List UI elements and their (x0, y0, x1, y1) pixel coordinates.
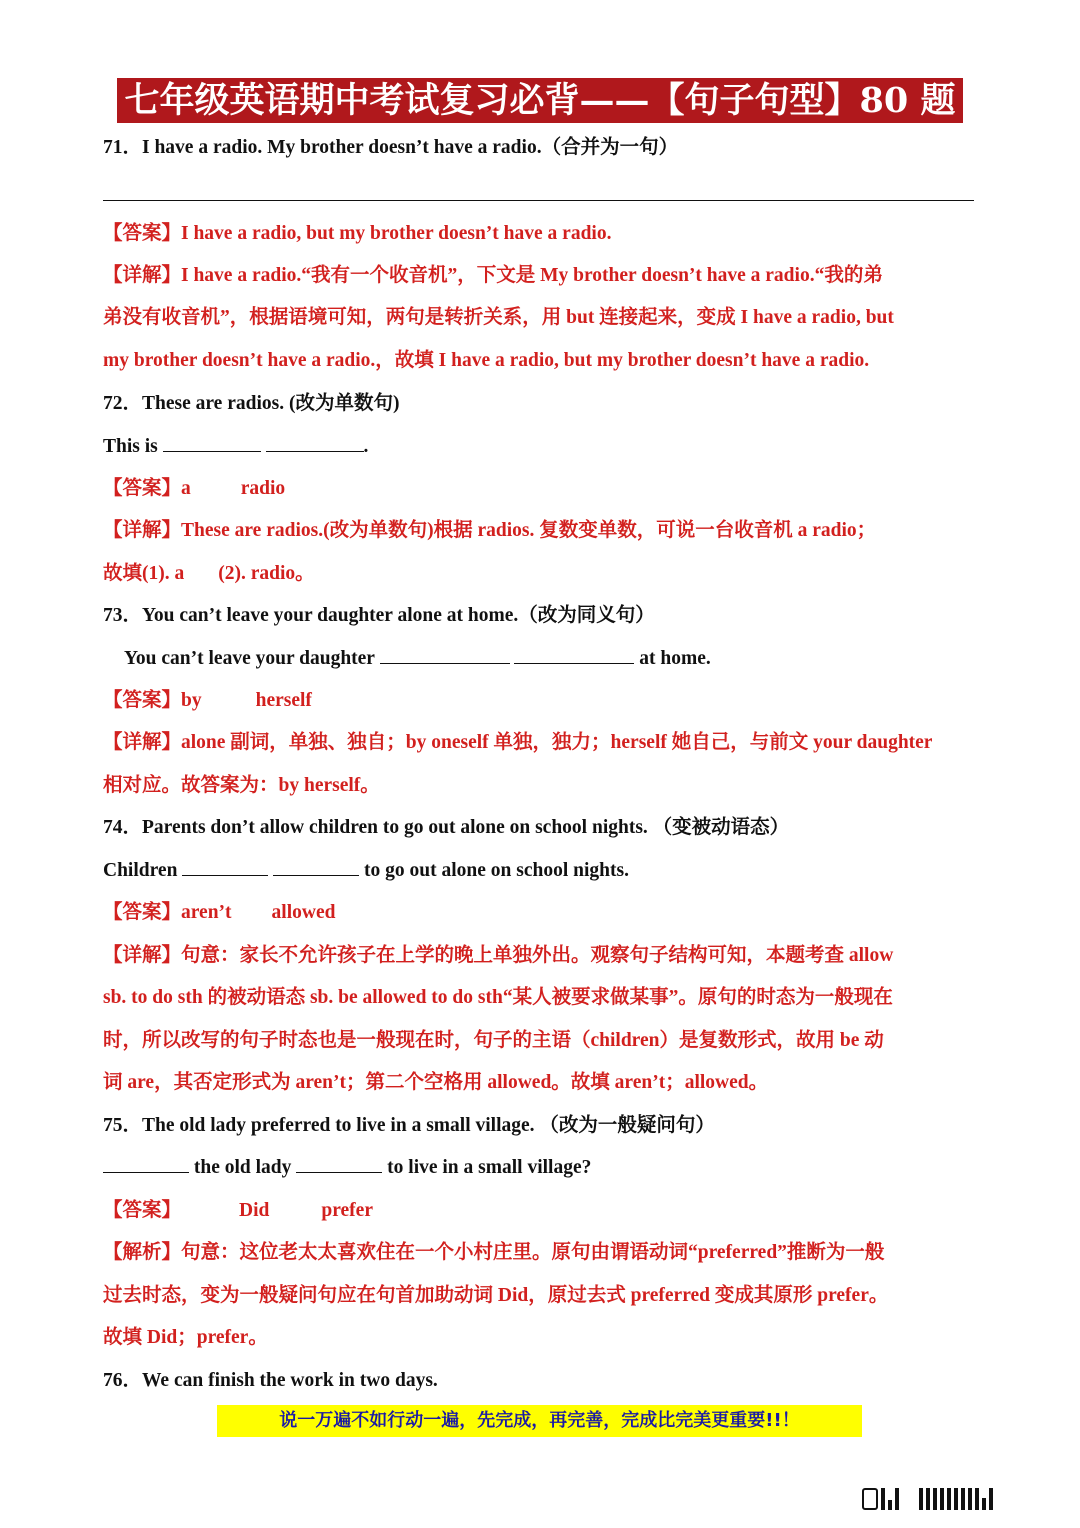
q74-answer-1: 【答案】aren’t (103, 902, 232, 923)
q73-fill-sentence (124, 646, 711, 672)
q74-explain-line-3: 时，所以改写的句子时态也是一般现在时，句子的主语（children）是复数形式，故用 be 动 (103, 1030, 884, 1051)
q74-answer-2: allowed (271, 902, 336, 923)
fill-blank (182, 858, 268, 876)
answer-blank-line (103, 200, 974, 201)
q71-explain-line-1: 【详解】I have a radio.“我有一个收音机”，下文是 My brother doesn’t have a radio.“我的弟 (103, 265, 883, 286)
watermark-icon (862, 1484, 1058, 1510)
q75-fill-mid: the old lady (193, 1157, 292, 1178)
q72-answer-1: 【答案】a (103, 478, 191, 499)
motto-banner: 说一万遍不如行动一遍，先完成，再完善，完成比完美更重要!!！ (217, 1405, 862, 1437)
q72-fill-prefix: This is (103, 436, 158, 457)
q72-question: 72．These are radios. (改为单数句) (103, 393, 400, 414)
fill-blank (380, 646, 510, 664)
q73-answer-2: herself (255, 690, 312, 711)
q74-fill-suffix: to go out alone on school nights. (364, 860, 629, 881)
q74-fill-prefix: Children (103, 860, 178, 881)
q76-question: 76．We can finish the work in two days. (103, 1370, 438, 1391)
q75-question: 75．The old lady preferred to live in a small village. （改为一般疑问句） (103, 1115, 715, 1136)
fill-blank (273, 858, 359, 876)
q75-explain-line-3: 故填 Did；prefer。 (103, 1327, 268, 1348)
q73-fill-prefix: You can’t leave your daughter (124, 648, 375, 669)
q71-explain-line-3: my brother doesn’t have a radio.，故填 I have a radio, but my brother doesn’t have a radio. (103, 350, 870, 371)
q75-fill-sentence (103, 1155, 591, 1181)
q75-explain-line-2: 过去时态，变为一般疑问句应在句首加助动词 Did，原过去式 preferred 变成其原形 prefer。 (103, 1285, 889, 1306)
q73-explain-line-2: 相对应。故答案为：by herself。 (103, 775, 380, 796)
q73-fill-suffix: at home. (639, 648, 711, 669)
q72-explain-line-2 (103, 561, 315, 587)
q74-question: 74．Parents don’t allow children to go out alone on school nights. （变被动语态） (103, 817, 790, 838)
q74-explain-line-2: sb. to do sth 的被动语态 sb. be allowed to do sth“某人被要求做某事”。原句的时态为一般现在 (103, 987, 893, 1008)
q72-answer (103, 476, 285, 502)
q74-fill-sentence (103, 858, 629, 884)
q72-explain-part-b: (2). radio。 (218, 563, 315, 584)
fill-blank (266, 434, 364, 452)
page-title: 七年级英语期中考试复习必背——【句子句型】80 题 (117, 78, 963, 123)
q73-answer-1: 【答案】by (103, 690, 202, 711)
q71-explain-line-2: 弟没有收音机”，根据语境可知，两句是转折关系，用 but 连接起来，变成 I have a radio, but (103, 307, 894, 328)
q73-question: 73．You can’t leave your daughter alone at home.（改为同义句） (103, 605, 655, 626)
q74-answer (103, 900, 335, 926)
q73-answer (103, 688, 312, 714)
fill-blank (163, 434, 261, 452)
q73-explain-line-1: 【详解】alone 副词，单独、独自；by oneself 单独，独力；herself 她自己，与前文 your daughter (103, 732, 933, 753)
fill-blank (514, 646, 634, 664)
q72-answer-2: radio (240, 478, 286, 499)
q75-explain-line-1: 【解析】句意：这位老太太喜欢住在一个小村庄里。原句由谓语动词“preferred”推断为一般 (103, 1242, 885, 1263)
q71-question: 71．I have a radio. My brother doesn’t have a radio.（合并为一句） (103, 137, 679, 158)
q72-fill-sentence (103, 434, 368, 460)
q75-answer (103, 1198, 373, 1224)
q75-answer-2: prefer (321, 1200, 373, 1221)
q74-explain-line-1: 【详解】句意：家长不允许孩子在上学的晚上单独外出。观察句子结构可知，本题考查 allow (103, 945, 894, 966)
q72-explain-part-a: 故填(1). a (103, 563, 185, 584)
q71-answer: 【答案】I have a radio, but my brother doesn’t have a radio. (103, 223, 612, 244)
fill-blank (103, 1155, 189, 1173)
q74-explain-line-4: 词 are，其否定形式为 aren’t；第二个空格用 allowed。故填 aren’t；allowed。 (103, 1072, 769, 1093)
q75-answer-1: Did (239, 1200, 270, 1221)
fill-blank (296, 1155, 382, 1173)
q72-fill-suffix: . (363, 436, 369, 457)
q75-answer-label: 【答案】 (103, 1200, 182, 1221)
q72-explain-line-1: 【详解】These are radios.(改为单数句)根据 radios. 复数变单数，可说一台收音机 a radio； (103, 520, 877, 541)
q75-fill-suffix: to live in a small village? (387, 1157, 592, 1178)
